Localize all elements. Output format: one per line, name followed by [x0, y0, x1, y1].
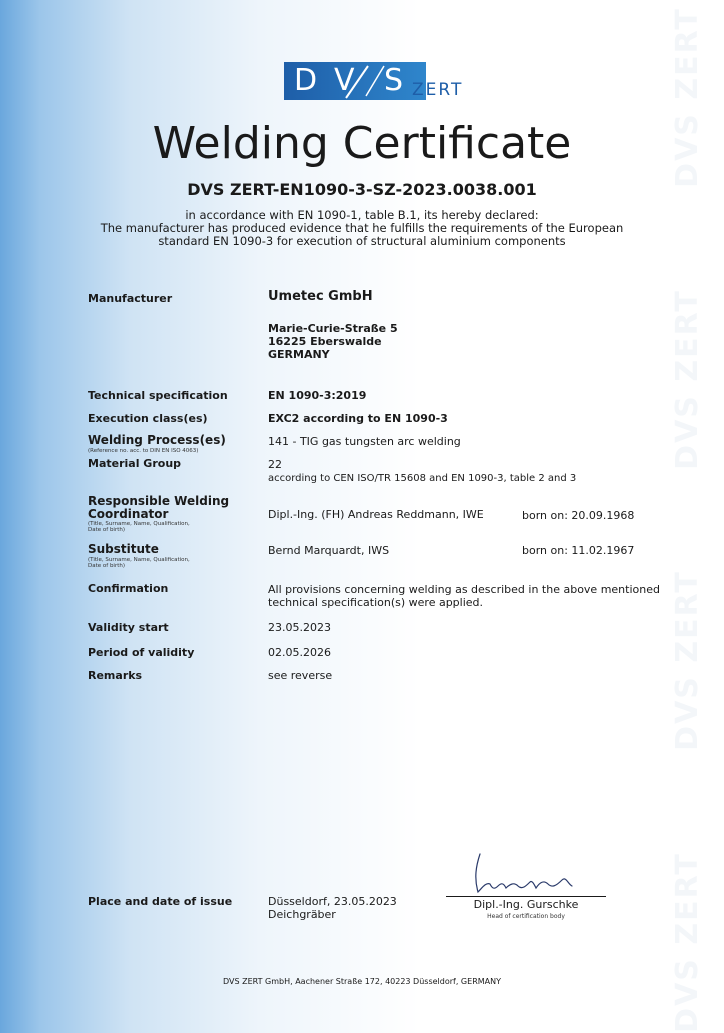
tech-spec-value: EN 1090-3:2019	[268, 389, 367, 402]
rwc-born: born on: 20.09.1968	[522, 509, 635, 522]
manufacturer-city: 16225 Eberswalde	[268, 335, 382, 348]
issue-name: Deichgräber	[268, 908, 336, 921]
substitute-note-line1: (Title, Surname, Name, Qualification,	[88, 557, 190, 563]
intro-line: standard EN 1090-3 for execution of structural aluminium components	[158, 234, 566, 248]
footer-address: DVS ZERT GmbH, Aachener Straße 172, 40223 Düsseldorf, GERMANY	[222, 977, 501, 986]
substitute-label: Substitute	[88, 542, 159, 556]
substitute-value: Bernd Marquardt, IWS	[268, 544, 390, 557]
signature-line	[446, 896, 606, 897]
validity-start-value: 23.05.2023	[268, 621, 331, 634]
intro-line: The manufacturer has produced evidence that he fulfills the requirements of the European	[100, 221, 624, 235]
signer-name: Dipl.-Ing. Gurschke	[473, 898, 579, 911]
rwc-label-line2: Coordinator	[88, 507, 169, 521]
intro-line: in accordance with EN 1090-1, table B.1, its hereby declared:	[185, 208, 539, 222]
substitute-note-line2: Date of birth)	[88, 563, 126, 569]
welding-process-value: 141 - TIG gas tungsten arc welding	[268, 435, 461, 448]
manufacturer-label: Manufacturer	[88, 292, 173, 305]
dvs-zert-logo	[284, 58, 474, 104]
intro-text	[80, 209, 644, 248]
rwc-note-line2: Date of birth)	[88, 527, 126, 533]
watermark-text: DVS ZERT	[669, 7, 705, 188]
remarks-label: Remarks	[88, 669, 143, 682]
manufacturer-country: GERMANY	[268, 348, 330, 361]
material-group-value: 22	[268, 458, 282, 471]
validity-start-label: Validity start	[88, 621, 169, 634]
logo-letter-v: V	[334, 63, 356, 98]
manufacturer-name: Umetec GmbH	[268, 289, 373, 304]
execution-class-label: Execution class(es)	[88, 412, 208, 425]
logo-zert: ZERT	[412, 80, 464, 100]
period-of-validity-label: Period of validity	[88, 646, 195, 659]
watermark-text: DVS ZERT	[669, 288, 705, 470]
watermark-text: DVS ZERT	[669, 570, 705, 752]
signer-role: Head of certification body	[487, 913, 565, 920]
material-group-label: Material Group	[88, 457, 182, 470]
period-of-validity-value: 02.05.2026	[268, 646, 331, 659]
confirmation-line1: All provisions concerning welding as described in the above mentioned	[268, 583, 660, 596]
rwc-label-line1: Responsible Welding	[88, 494, 230, 508]
tech-spec-label: Technical specification	[88, 389, 228, 402]
confirmation-line2: technical specification(s) were applied.	[268, 596, 484, 609]
welding-process-label: Welding Process(es)	[88, 433, 226, 447]
material-group-detail: according to CEN ISO/TR 15608 and EN 1090-3, table 2 and 3	[268, 473, 577, 484]
execution-class-value: EXC2 according to EN 1090-3	[268, 412, 448, 425]
confirmation-label: Confirmation	[88, 582, 169, 595]
manufacturer-street: Marie-Curie-Straße 5	[268, 322, 398, 335]
signature-image	[446, 848, 606, 898]
issue-label: Place and date of issue	[88, 895, 233, 908]
welding-process-note: (Reference no. acc. to DIN EN ISO 4063)	[88, 448, 199, 454]
substitute-born: born on: 11.02.1967	[522, 544, 635, 557]
rwc-value: Dipl.-Ing. (FH) Andreas Reddmann, IWE	[268, 508, 484, 521]
certificate-number: DVS ZERT-EN1090-3-SZ-2023.0038.001	[187, 180, 537, 199]
logo-letter-d: D	[294, 63, 319, 98]
remarks-value: see reverse	[268, 669, 333, 682]
logo-letter-s: S	[384, 63, 405, 98]
dvs-zert-watermark	[642, 7, 724, 1033]
watermark-text: DVS ZERT	[669, 852, 705, 1033]
issue-place-date: Düsseldorf, 23.05.2023	[268, 895, 397, 908]
rwc-note-line1: (Title, Surname, Name, Qualification,	[88, 521, 190, 527]
certificate-title: Welding Certificate	[152, 118, 572, 169]
